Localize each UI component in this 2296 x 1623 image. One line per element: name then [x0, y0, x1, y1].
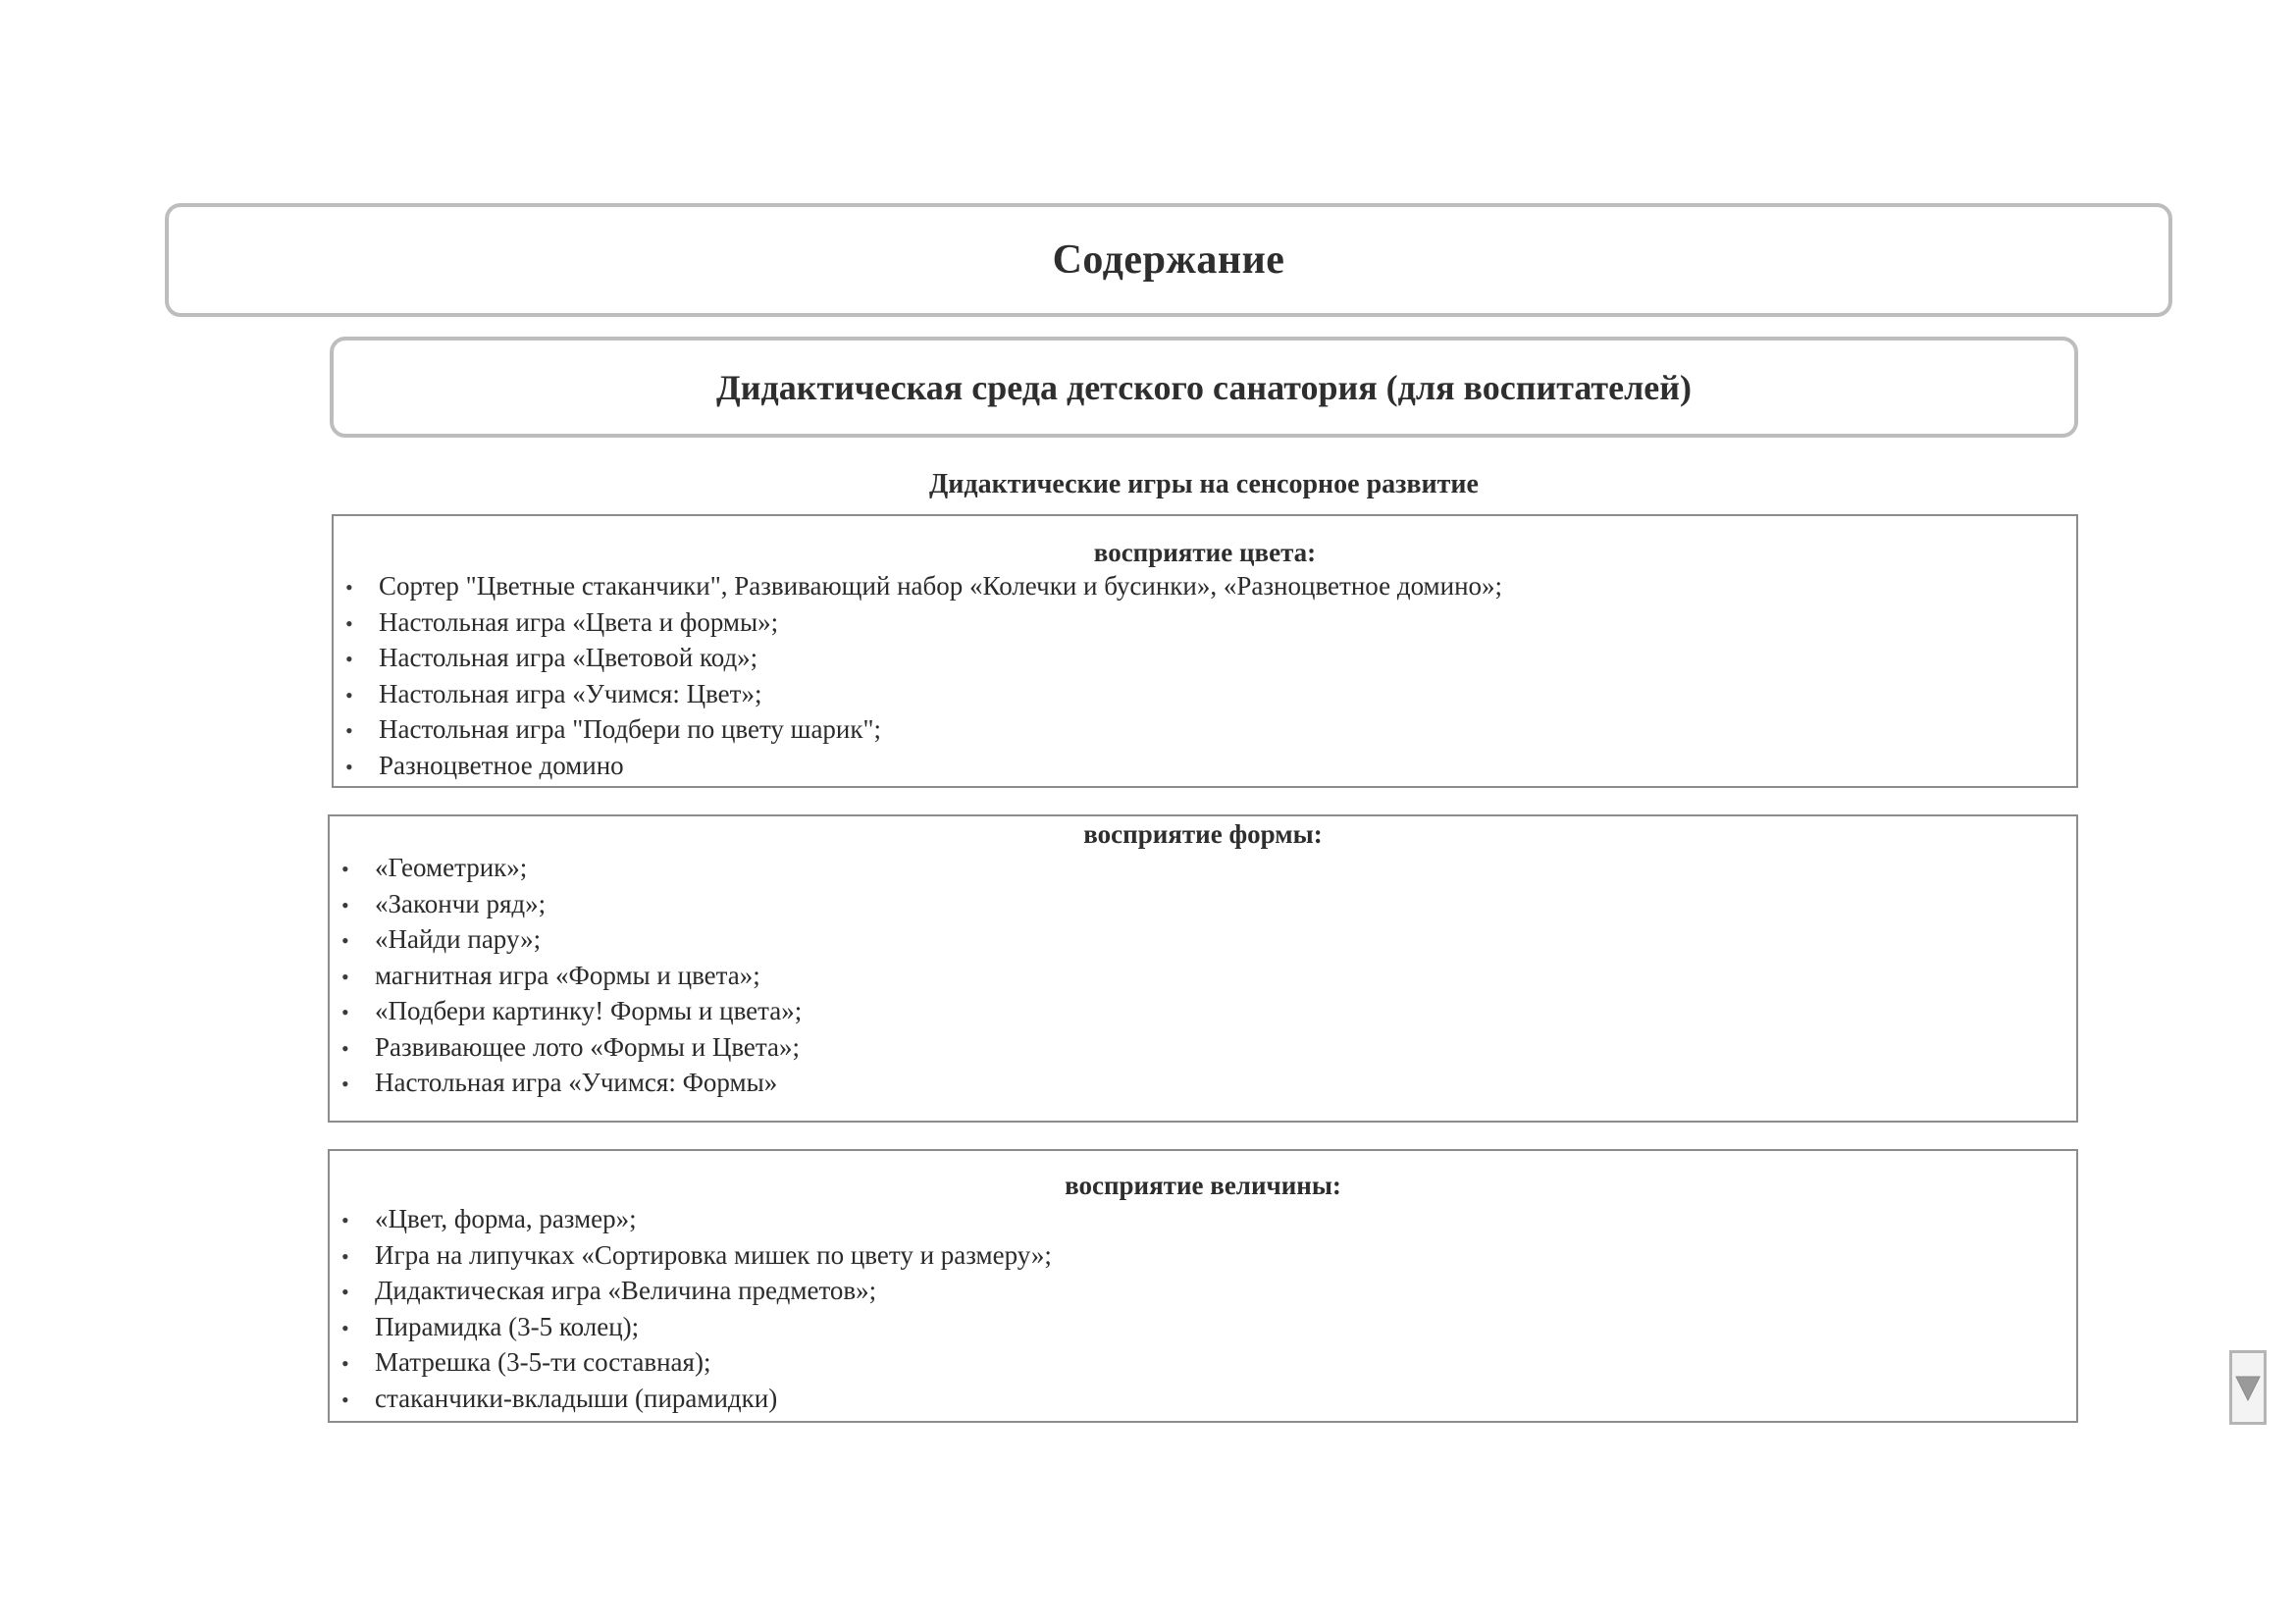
- card-title: восприятие цвета:: [1093, 538, 1317, 567]
- list-item: [341, 1274, 2076, 1310]
- bullet-icon: •: [345, 575, 353, 600]
- list-item-text: Дидактическая игра «Величина предметов»;: [375, 1276, 877, 1305]
- list-item-text: Настольная игра «Учимся: Цвет»;: [379, 678, 762, 708]
- list-item: [341, 959, 2076, 995]
- bullet-icon: •: [345, 718, 353, 743]
- list-item: [341, 1030, 2076, 1067]
- list-item-text: магнитная игра «Формы и цвета»;: [375, 960, 760, 990]
- bullet-icon: •: [341, 892, 349, 917]
- list-item-text: Пирамидка (3-5 колец);: [375, 1311, 640, 1341]
- bullet-icon: •: [341, 1208, 349, 1232]
- title-box: [165, 203, 2172, 317]
- card-title: восприятие формы:: [1083, 819, 1323, 849]
- list-item: [341, 922, 2076, 959]
- card-size-perception: [328, 1149, 2078, 1423]
- bullet-icon: •: [341, 928, 349, 953]
- section-heading: Дидактические игры на сенсорное развитие: [929, 469, 1479, 499]
- bullet-icon: •: [345, 682, 353, 707]
- item-list: [330, 851, 2076, 1102]
- bullet-icon: •: [345, 610, 353, 636]
- bullet-icon: •: [341, 1072, 349, 1096]
- item-list: [330, 1202, 2076, 1417]
- list-item-text: Игра на липучках «Сортировка мишек по цвету и размеру»;: [375, 1239, 1052, 1270]
- list-item-text: «Закончи ряд»;: [375, 888, 547, 918]
- bullet-icon: •: [341, 1280, 349, 1304]
- item-list: [334, 569, 2076, 784]
- list-item-text: Настольная игра "Подбери по цвету шарик";: [379, 714, 882, 744]
- page-subtitle: Дидактическая среда детского санатория (для воспитателей): [716, 367, 1692, 407]
- list-item: [341, 1238, 2076, 1275]
- list-item: [345, 569, 2076, 605]
- list-item-text: «Геометрик»;: [375, 853, 528, 882]
- list-item: [345, 677, 2076, 713]
- subtitle-box: [330, 337, 2078, 438]
- card-color-perception: [332, 514, 2078, 788]
- list-item: [341, 994, 2076, 1030]
- list-item: [341, 1202, 2076, 1238]
- bullet-icon: •: [345, 647, 353, 671]
- list-item-text: «Цвет, форма, размер»;: [375, 1204, 637, 1233]
- bullet-icon: •: [341, 1000, 349, 1024]
- card-title: восприятие величины:: [1065, 1171, 1341, 1200]
- bullet-icon: •: [341, 1387, 349, 1412]
- list-item-text: Настольная игра «Цветовой код»;: [379, 643, 758, 672]
- list-item-text: Развивающее лото «Формы и Цвета»;: [375, 1031, 801, 1062]
- list-item: [341, 1345, 2076, 1382]
- bullet-icon: •: [341, 1035, 349, 1061]
- bullet-icon: •: [341, 1243, 349, 1269]
- bullet-icon: •: [341, 964, 349, 989]
- list-item-text: Настольная игра «Учимся: Формы»: [375, 1068, 778, 1097]
- bullet-icon: •: [341, 857, 349, 881]
- card-form-perception: [328, 814, 2078, 1123]
- page-title: Содержание: [1052, 237, 1285, 283]
- list-item-text: Настольная игра «Цвета и формы»;: [379, 606, 779, 637]
- bullet-icon: •: [341, 1315, 349, 1340]
- list-item: [345, 712, 2076, 749]
- down-arrow-icon: [2235, 1371, 2261, 1404]
- list-item: [341, 1310, 2076, 1346]
- list-item: [345, 641, 2076, 677]
- next-page-button[interactable]: [2229, 1350, 2267, 1425]
- list-item: [341, 851, 2076, 887]
- list-item: [345, 605, 2076, 642]
- bullet-icon: •: [345, 754, 353, 779]
- list-item-text: «Найди пару»;: [375, 924, 542, 954]
- list-item: [341, 1382, 2076, 1418]
- list-item-text: Сортер "Цветные стаканчики", Развивающий набор «Колечки и бусинки», «Разноцветное домино»;: [379, 571, 1503, 601]
- list-item: [341, 887, 2076, 923]
- list-item-text: Разноцветное домино: [379, 750, 624, 780]
- list-item: [341, 1066, 2076, 1102]
- bullet-icon: •: [341, 1351, 349, 1376]
- list-item-text: «Подбери картинку! Формы и цвета»;: [375, 996, 803, 1025]
- list-item-text: Матрешка (3-5-ти составная);: [375, 1347, 711, 1377]
- list-item: [345, 749, 2076, 785]
- list-item-text: стаканчики-вкладыши (пирамидки): [375, 1383, 778, 1413]
